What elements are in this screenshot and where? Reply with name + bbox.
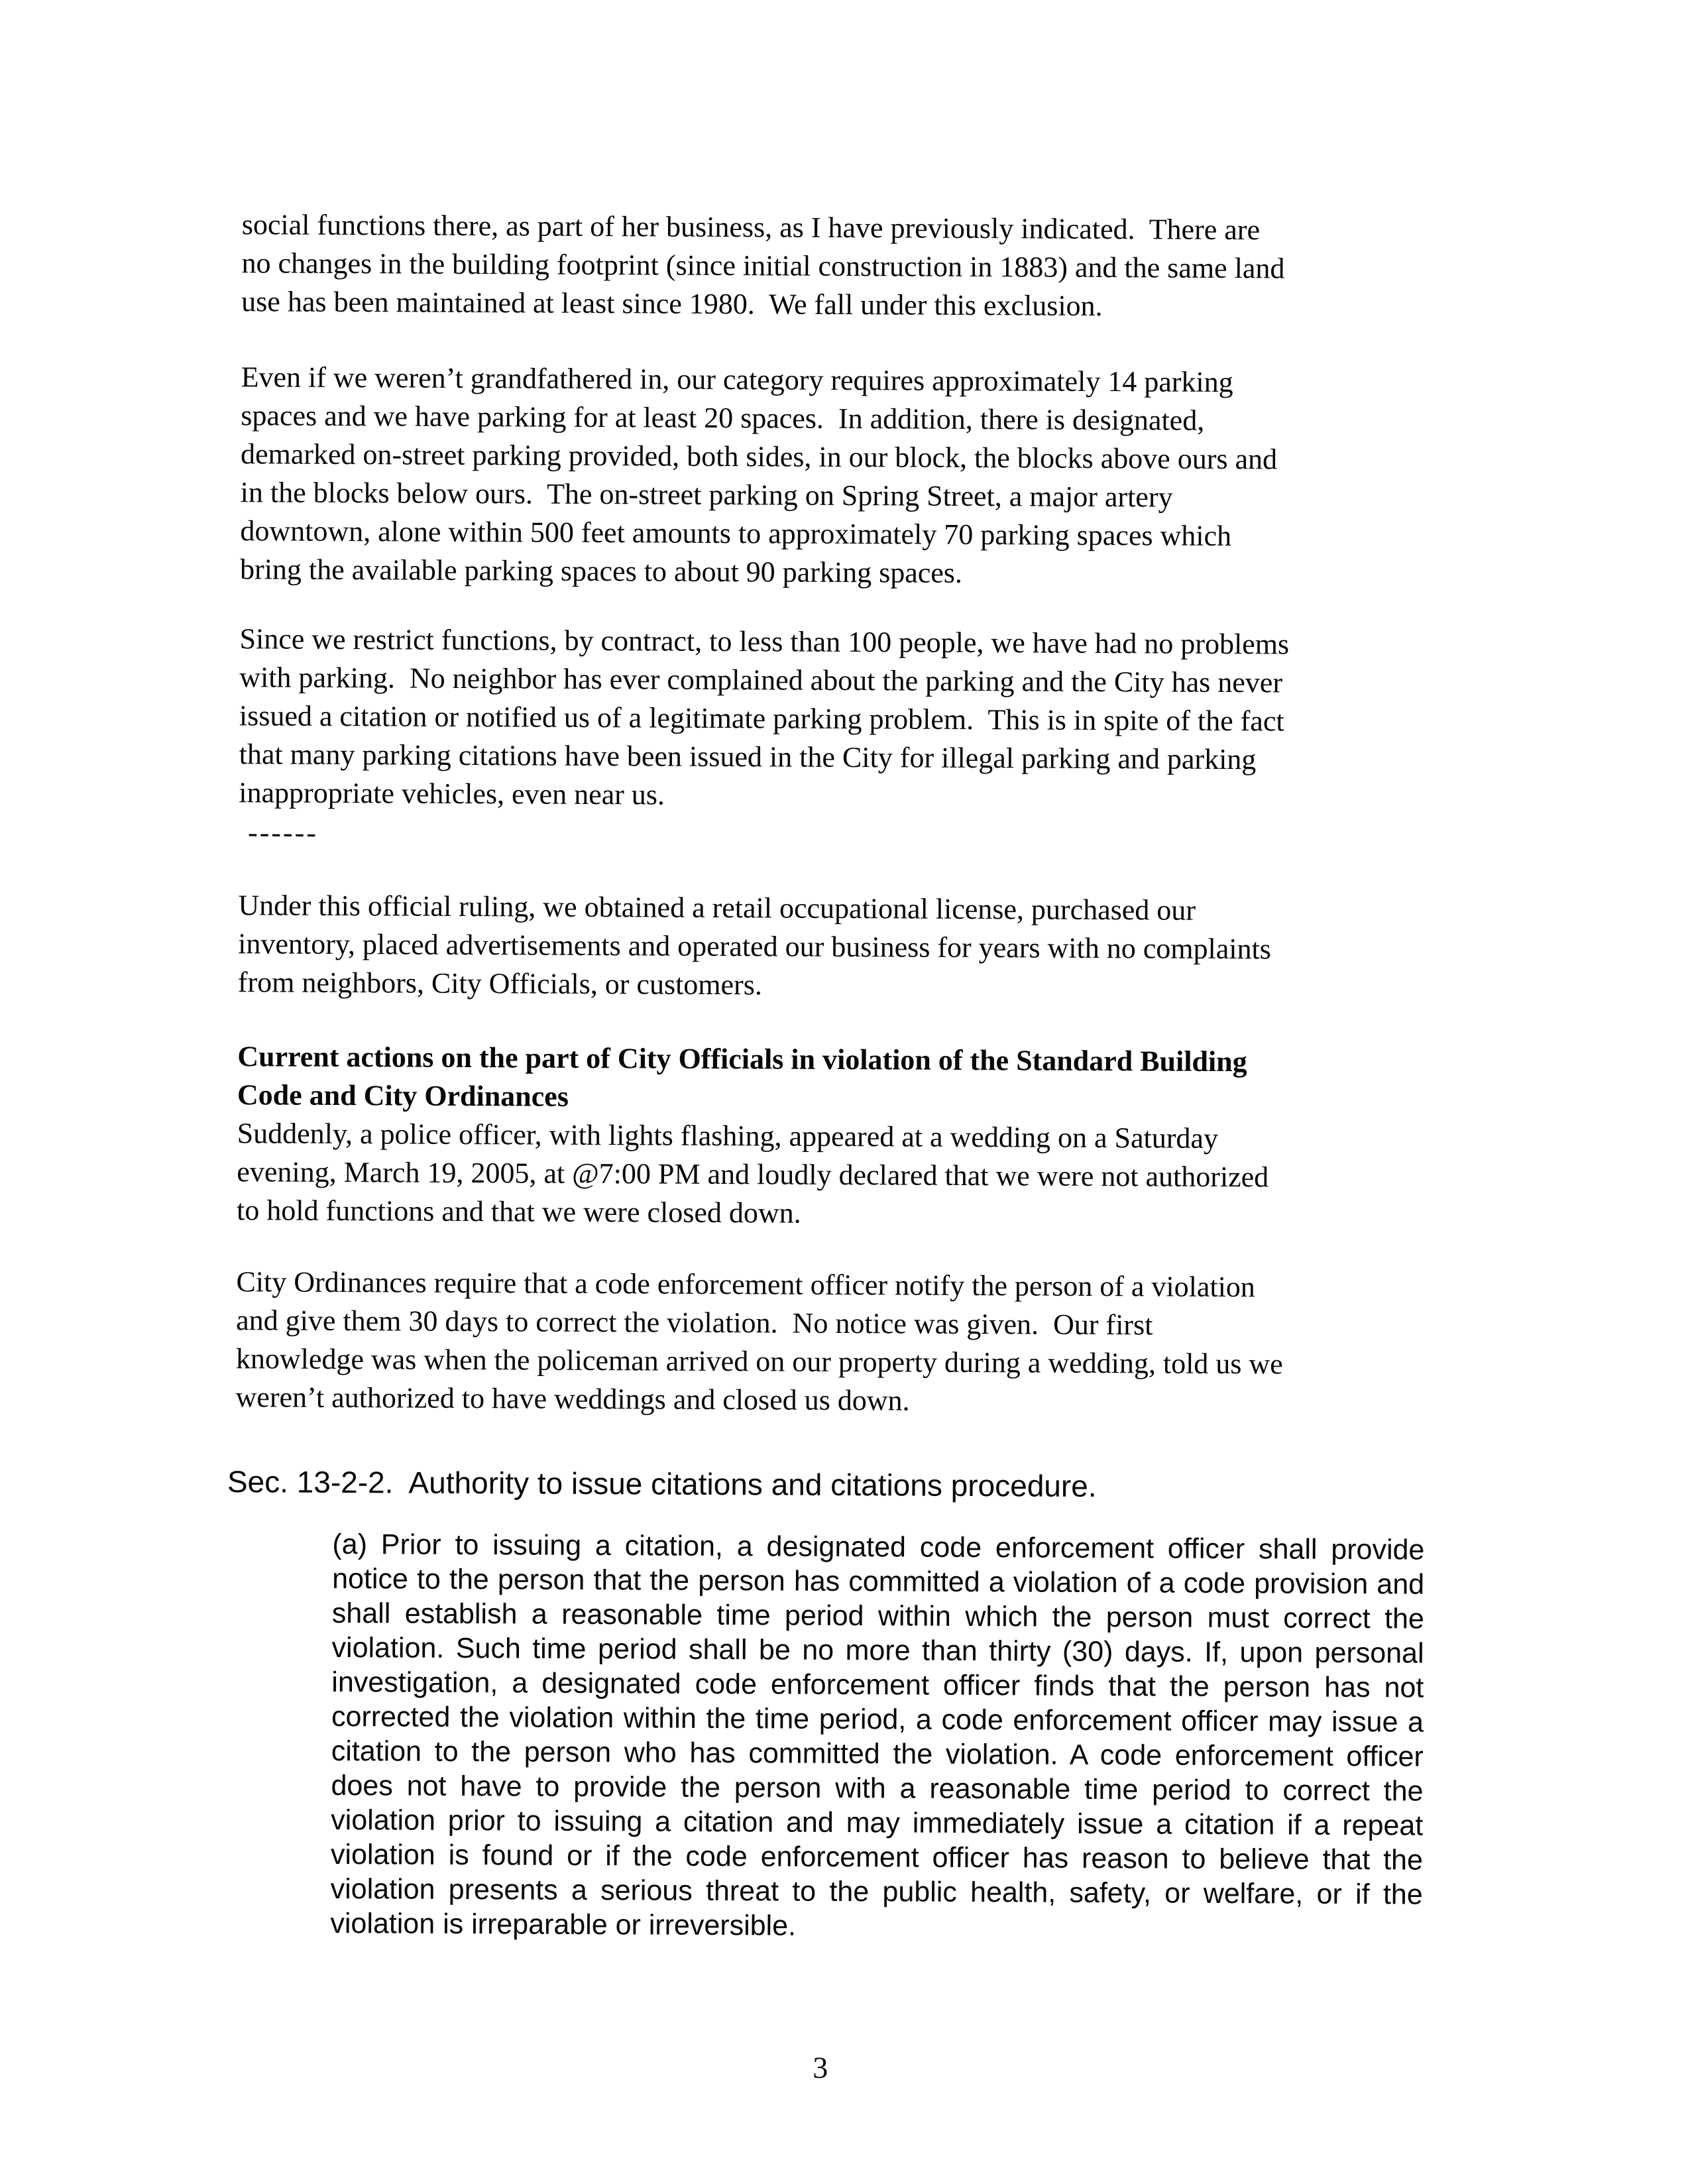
paragraph-parking-spaces: Even if we weren’t grandfathered in, our category requires approximately 14 parking spaces and we have parking for at least 20 spaces. In addition, there is designated, demarked on-street parking provided, both sides, in our block, the blocks above ours and in the blocks below ours. The on-street parking on Spring Street, a major artery downtown, alone within 500 feet amounts to approximately 70 parking spaces which bring the available parking spaces to about 90 parking spaces. [240, 361, 1278, 589]
separator-dashes: ------ [247, 816, 319, 849]
paragraph-exclusion: social functions there, as part of her business, as I have previously indicated. There are no changes in the building footprint (since initial construction in 1883) and the same land use has been maintained at least since 1980. We fall under this exclusion. [241, 208, 1285, 323]
paragraph-sec-13-2-2-a: (a) Prior to issuing a citation, a designated code enforcement officer shall provide notice to the person that the person has committed a violation of a code provision and shall establish a reasonable time period within which the person must correct the violation. Such time period shall be no more than thirty (30) days. If, upon personal investigation, a designated code enforcement officer finds that the person has not corrected the violation within the time period, a code enforcement officer may issue a citation to the person who has committed the violation. A code enforcement officer does not have to provide the person with a reasonable time period to correct the violation prior to issuing a citation and may immediately issue a citation if a repeat violation is found or if the code enforcement officer has reason to believe that the violation presents a serious threat to the public health, safety, or welfare, or if the violation is irreparable or irreversible. [330, 1528, 1425, 1942]
heading-sec-13-2-2: Sec. 13-2-2. Authority to issue citations and citations procedure. [227, 1464, 1097, 1503]
paragraph-police-incident: Suddenly, a police officer, with lights flashing, appeared at a wedding on a Saturday evening, March 19, 2005, at @7:00 PM and loudly declared that we were not authorized to hold functions and that we were closed down. [236, 1117, 1269, 1230]
heading-current-actions: Current actions on the part of City Officials in violation of the Standard Building Code and City Ordinances [237, 1040, 1247, 1113]
page-number: 3 [813, 2050, 828, 2085]
paragraph-parking-restrictions: Since we restrict functions, by contract, to less than 100 people, we have had no problems with parking. No neighbor has ever complained about the parking and the City has never issued a citation or notified us of a legitimate parking problem. This is in spite of the fact that many parking citations have been issued in the City for illegal parking and parking inappropriate vehicles, even near us. [239, 622, 1290, 811]
paragraph-official-ruling: Under this official ruling, we obtained a retail occupational license, purchased our inventory, placed advertisements and operated our business for years with no complaints from neighbors, City Officials, or customers. [237, 889, 1271, 1002]
paragraph-city-ordinances: City Ordinances require that a code enforcement officer notify the person of a violation and give them 30 days to correct the violation. No notice was given. Our first knowledge was when the policeman arrived on our property during a wedding, told us we weren’t authorized to have weddings and closed us down. [235, 1265, 1283, 1417]
